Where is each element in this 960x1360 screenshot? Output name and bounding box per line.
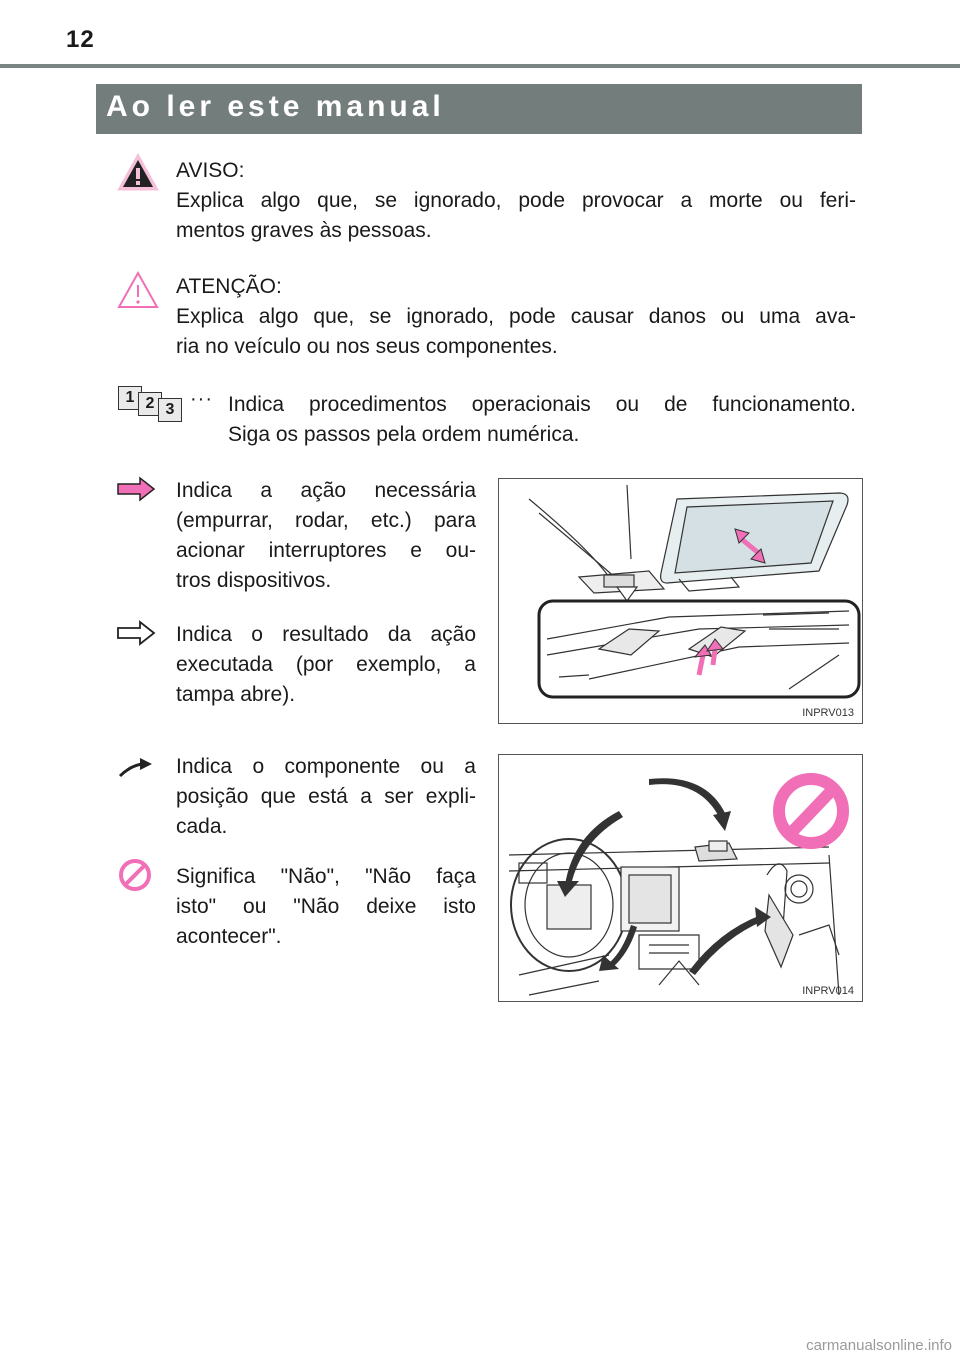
step-box-1: 1: [118, 386, 142, 410]
top-divider: [0, 64, 960, 68]
section-header: [96, 84, 862, 134]
action-line1: Indica a ação necessária: [176, 479, 476, 502]
aviso-line2: mentos graves às pessoas.: [176, 219, 432, 242]
component-line2: posição que está a ser expli-: [176, 785, 476, 808]
caution-triangle-outline-icon: [116, 270, 160, 310]
prohibited-line1: Significa "Não", "Não faça: [176, 865, 476, 888]
outline-arrow-icon: [116, 620, 156, 646]
action-line3: acionar interruptores e ou-: [176, 539, 476, 562]
action-block: [176, 476, 476, 596]
aviso-heading: AVISO:: [176, 159, 245, 182]
atencao-line1: Explica algo que, se ignorado, pode causar danos ou uma ava-: [176, 305, 856, 328]
step-box-2: 2: [138, 392, 162, 416]
prohibited-line3: acontecer".: [176, 925, 282, 948]
watermark: carmanualsonline.info: [806, 1337, 952, 1354]
component-line3: cada.: [176, 815, 228, 838]
atencao-heading: ATENÇÃO:: [176, 275, 282, 298]
step-numbers-icon: [118, 386, 198, 426]
result-block: [176, 620, 476, 710]
result-line3: tampa abre).: [176, 683, 296, 706]
section-title: Ao ler este manual: [106, 90, 445, 123]
curved-pointer-arrow-icon: [116, 756, 156, 780]
step-box-3: 3: [158, 398, 182, 422]
result-line1: Indica o resultado da ação: [176, 623, 476, 646]
steps-line2: Siga os passos pela ordem numérica.: [228, 423, 580, 446]
steps-line1: Indica procedimentos operacionais ou de funcionamento.: [228, 393, 856, 416]
action-line4: tros dispositivos.: [176, 569, 332, 592]
aviso-block: [176, 156, 856, 246]
steps-dots: ···: [190, 388, 213, 410]
figure-dashboard-prohibited: [498, 754, 863, 1002]
prohibited-block: [176, 862, 476, 952]
prohibition-sign-icon: [118, 858, 152, 892]
warning-triangle-filled-icon: [116, 152, 160, 192]
prohibited-line2: isto" ou "Não deixe isto: [176, 895, 476, 918]
atencao-block: [176, 272, 856, 362]
sunroof-switch-illustration: [499, 479, 862, 723]
component-block: [176, 752, 476, 842]
filled-arrow-icon: [116, 476, 156, 502]
page-number: 12: [66, 26, 95, 53]
result-line2: executada (por exemplo, a: [176, 653, 476, 676]
figure-2-code: INPRV014: [802, 985, 854, 997]
component-line1: Indica o componente ou a: [176, 755, 476, 778]
atencao-line2: ria no veículo ou nos seus componentes.: [176, 335, 558, 358]
figure-sunroof-switch: [498, 478, 863, 724]
dashboard-illustration: [499, 755, 862, 1001]
aviso-line1: Explica algo que, se ignorado, pode provocar a morte ou feri-: [176, 189, 856, 212]
figure-1-code: INPRV013: [802, 707, 854, 719]
steps-block: [228, 390, 856, 450]
action-line2: (empurrar, rodar, etc.) para: [176, 509, 476, 532]
